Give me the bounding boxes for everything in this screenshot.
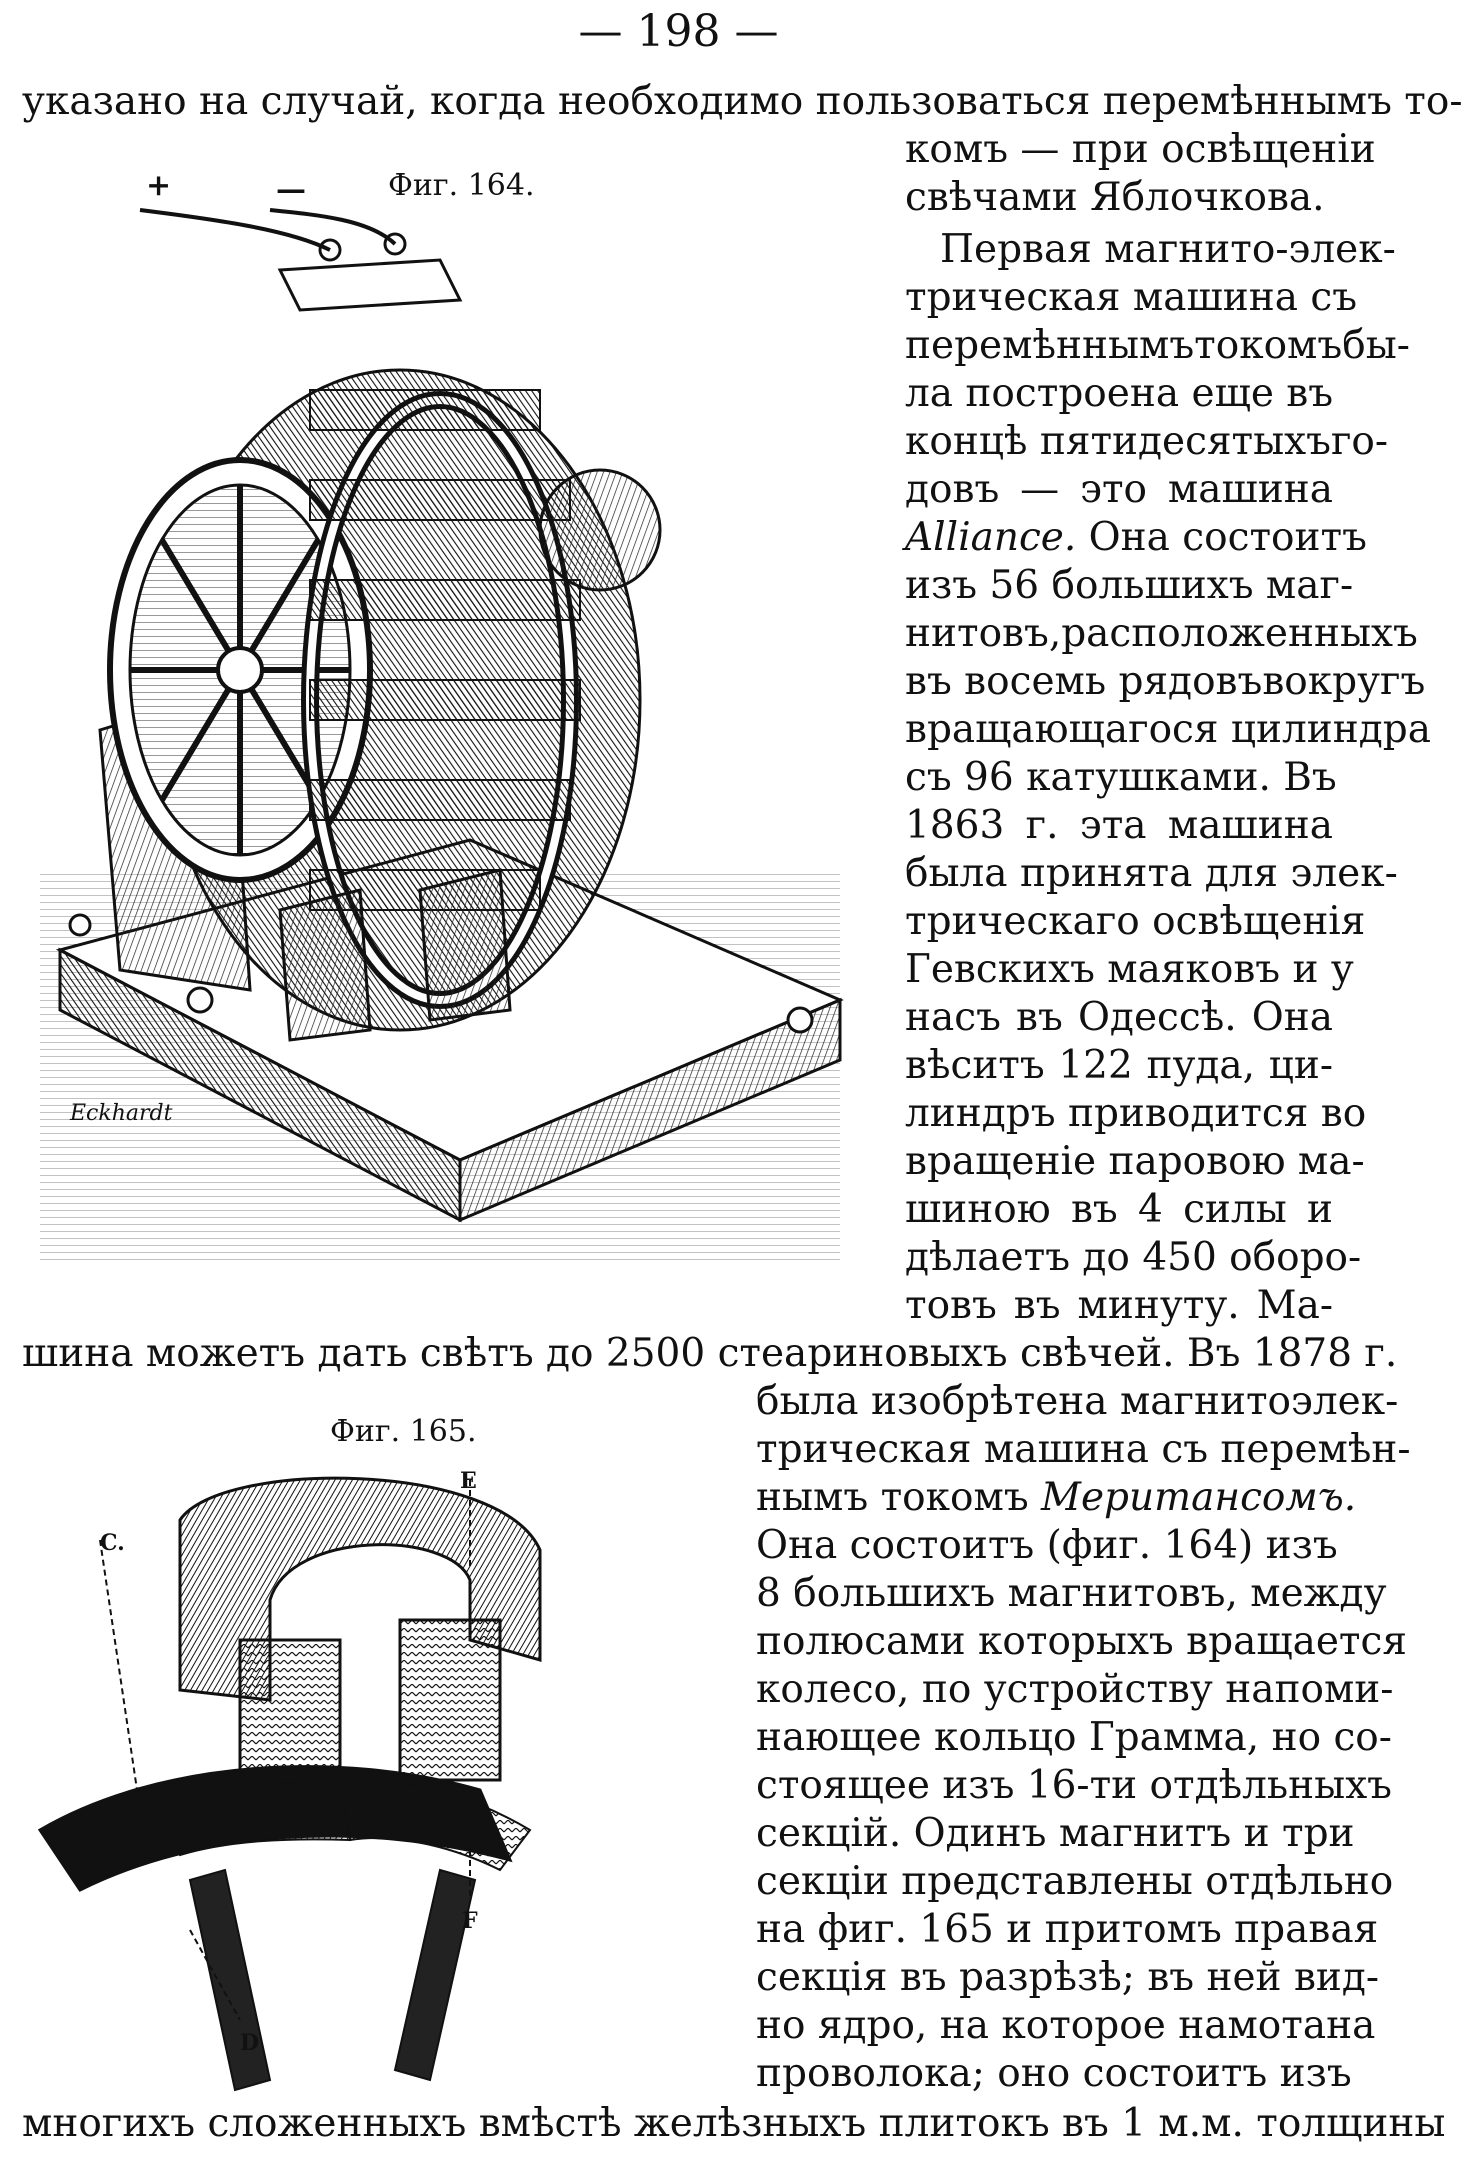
text-line: полюсами которыхъ вращается: [756, 1619, 1407, 1664]
text-line: линдръ приводится во: [905, 1091, 1367, 1136]
text-line: концѣ пятидесятыхъго-: [905, 419, 1389, 464]
text-line: съ 96 катушками. Въ: [905, 755, 1337, 800]
text-line: нитовъ,расположенныхъ: [905, 611, 1418, 656]
text-line: была изобрѣтена магнитоэлек-: [756, 1379, 1399, 1424]
text-line: вращеніе паровою ма-: [905, 1139, 1365, 1184]
text-span: Она состоитъ: [1076, 515, 1367, 560]
text-line: трическаго освѣщенія: [905, 899, 1366, 944]
text-line: Гевскихъ маяковъ и у: [905, 947, 1354, 992]
text-line: ла построена еще въ: [905, 371, 1334, 416]
text-line: вращающагося цилиндра: [905, 707, 1431, 752]
label-c: C.: [100, 1530, 125, 1556]
text-line: свѣчами Яблочкова.: [905, 175, 1325, 220]
text-line: Она состоитъ (фиг. 164) изъ: [756, 1523, 1338, 1568]
label-d: D: [240, 2030, 260, 2056]
text-line: довъ — это машина: [905, 467, 1333, 512]
text-line: шина можетъ дать свѣтъ до 2500 стеариновыхъ свѣчей. Въ 1878 г.: [22, 1331, 1398, 1376]
text-line: многихъ сложенныхъ вмѣстѣ желѣзныхъ плитокъ въ 1 м.м. толщины: [22, 2101, 1446, 2146]
text-line: стоящее изъ 16-ти отдѣльныхъ: [756, 1763, 1392, 1808]
page-number: — 198 —: [578, 6, 779, 57]
text-line: секціи представлены отдѣльно: [756, 1859, 1394, 1904]
text-line: нающее кольцо Грамма, но со-: [756, 1715, 1392, 1760]
text-line: колесо, по устройству напоми-: [756, 1667, 1394, 1712]
text-span: нымъ токомъ: [756, 1475, 1042, 1520]
text-line: 8 большихъ магнитовъ, между: [756, 1571, 1387, 1616]
italic-inventor-name: Меритансомъ.: [1041, 1475, 1357, 1520]
text-line: трическая машина съ: [905, 275, 1358, 320]
text-line: трическая машина съ перемѣн-: [756, 1427, 1411, 1472]
figure-165-illustration: [40, 1460, 740, 2100]
text-line: комъ — при освѣщеніи: [905, 127, 1376, 172]
figure-164-illustration: [40, 230, 870, 1270]
text-line: перемѣннымътокомъбы-: [905, 323, 1410, 368]
text-line: насъ въ Одессѣ. Она: [905, 995, 1333, 1040]
text-line: дѣлаетъ до 450 оборо-: [905, 1235, 1362, 1280]
text-line: [756, 1474, 1357, 1522]
figure-164-caption: Фиг. 164.: [388, 168, 535, 203]
text-line: секція въ разрѣзѣ; въ ней вид-: [756, 1955, 1380, 2000]
text-line: вѣситъ 122 пуда, ци-: [905, 1043, 1333, 1088]
text-line: но ядро, на которое намотана: [756, 2003, 1376, 2048]
minus-terminal-label: —: [276, 172, 306, 207]
text-line: указано на случай, когда необходимо пользоваться перемѣннымъ то-: [22, 79, 1463, 124]
figure-165-caption: Фиг. 165.: [330, 1414, 477, 1449]
plus-terminal-label: +: [146, 168, 172, 203]
text-line: товъ въ минуту. Ма-: [905, 1283, 1333, 1328]
text-line: на фиг. 165 и притомъ правая: [756, 1907, 1379, 1952]
italic-machine-name: Alliance.: [905, 515, 1077, 560]
text-line: изъ 56 большихъ маг-: [905, 563, 1354, 608]
text-line: Первая магнито-элек-: [940, 227, 1396, 272]
label-e: E: [460, 1468, 477, 1494]
text-line: въ восемь рядовъвокругъ: [905, 659, 1426, 704]
text-line: шиною въ 4 силы и: [905, 1187, 1333, 1232]
engraver-signature: Eckhardt: [70, 1101, 173, 1126]
text-line: секцій. Одинъ магнитъ и три: [756, 1811, 1355, 1856]
text-line: была принята для элек-: [905, 851, 1398, 896]
label-f: F: [462, 1908, 478, 1934]
text-line: [905, 514, 1367, 562]
text-line: проволока; оно состоитъ изъ: [756, 2051, 1352, 2096]
text-line: 1863 г. эта машина: [905, 803, 1333, 848]
